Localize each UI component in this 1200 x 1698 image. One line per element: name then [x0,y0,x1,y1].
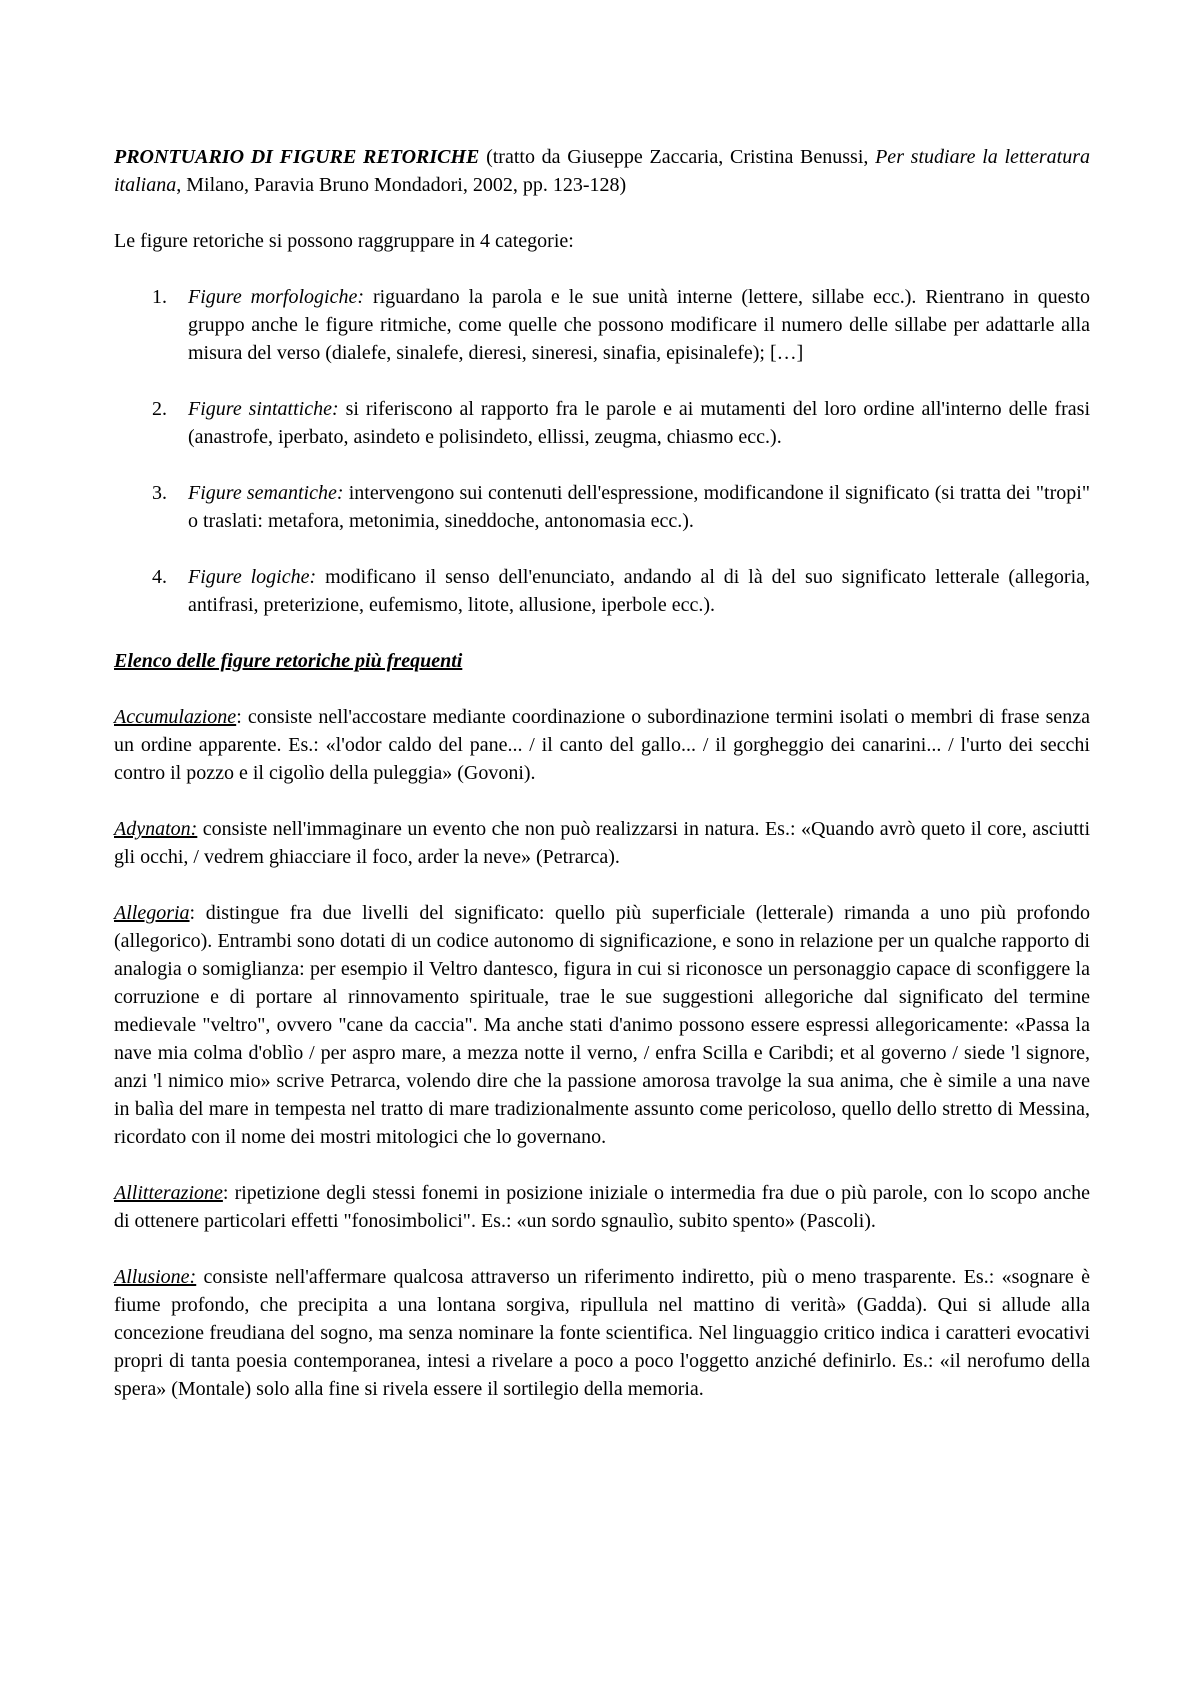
category-number: 1. [152,286,167,308]
category-number: 2. [152,398,167,420]
category-item-sintattiche [114,395,1090,451]
source-book-title: Per studiare la letteratura italiana [114,146,1091,196]
entry-term: Allegoria [114,902,190,924]
category-number: 3. [152,482,167,504]
category-text: riguardano la parola e le sue unità interne (lettere, sillabe ecc.). Rientrano in questo gruppo anche le figure ritmiche, come quelle che possono modificare il numero delle sillabe per adattarle alla misura del verso (dialefe, sinalefe, dieresi, sineresi, sinafia, episinalefe); […] [188,286,1090,364]
entry-term: Accumulazione [114,706,237,728]
entry-allitterazione [114,1179,1090,1235]
intro-paragraph: Le figure retoriche si possono raggruppare in 4 categorie: [114,230,574,252]
category-name: Figure sintattiche: [188,398,339,420]
entry-text: consiste nell'affermare qualcosa attraverso un riferimento indiretto, più o meno trasparente. Es.: «sognare è fiume profondo, che precipita a una lontana sorgiva, ripullula nel mattino di verità» (Gadda). Qui si allude alla concezione freudiana del sogno, ma senza nominare la fonte scientifica. Nel linguaggio critico indica i caratteri evocativi propri di tanta poesia contemporanea, intesi a rivelare a poco a poco l'oggetto anziché definirlo. Es.: «il nerofumo della spera» (Montale) solo alla fine si rivela essere il sortilegio della memoria. [114,1266,1090,1400]
source-citation-post: , Milano, Paravia Bruno Mondadori, 2002, pp. 123-128) [176,174,627,196]
entry-allusione [114,1263,1090,1403]
category-name: Figure semantiche: [188,482,344,504]
categories-list [114,283,1090,619]
document-title: PRONTUARIO DI FIGURE RETORICHE [114,146,480,168]
category-item-logiche [114,563,1090,619]
section-title: Elenco delle figure retoriche più frequenti [114,650,463,672]
entry-term: Allitterazione [114,1182,223,1204]
entry-allegoria [114,899,1090,1151]
document-header [114,143,1090,199]
entry-text: : consiste nell'accostare mediante coordinazione o subordinazione termini isolati o membri di frase senza un ordine apparente. Es.: «l'odor caldo del pane... / il canto del gallo... / il gorgheggio dei canarini... / l'urto dei secchi contro il pozzo e il cigolìo della puleggia» (Govoni). [114,706,1090,784]
source-citation-pre: (tratto da Giuseppe Zaccaria, Cristina Benussi, [479,146,876,168]
entry-term: Allusione: [114,1266,197,1288]
category-item-morfologiche [114,283,1090,367]
entry-text: consiste nell'immaginare un evento che non può realizzarsi in natura. Es.: «Quando avrò queto il core, asciutti gli occhi, / vedrem ghiacciare il foco, arder la neve» (Petrarca). [114,818,1090,868]
entry-text: : distingue fra due livelli del significato: quello più superficiale (letterale) rimanda a uno più profondo (allegorico). Entrambi sono dotati di un codice autonomo di significazione, e sono in relazione per un qualche rapporto di analogia o somiglianza: per esempio il Veltro dantesco, figura in cui si riconosce un personaggio capace di sconfiggere la corruzione e di portare al rinnovamento spirituale, trae le sue suggestioni allegoriche dal significato del termine medievale "veltro", ovvero "cane da caccia". Ma anche stati d'animo possono essere espressi allegoricamente: «Passa la nave mia colma d'oblìo / per aspro mare, a mezza notte il verno, / enfra Scilla e Caribdi; et al governo / siede 'l signore, anzi 'l nimico mio» scrive Petrarca, volendo dire che la passione amorosa travolge la sua anima, che è simile a una nave in balìa del mare in tempesta nel tratto di mare tradizionalmente assunto come pericoloso, quello dello stretto di Messina, ricordato con il nome dei mostri mitologici che lo governano. [114,902,1090,1148]
entry-term: Adynaton: [114,818,198,840]
category-text: modificano il senso dell'enunciato, andando al di là del suo significato letterale (allegoria, antifrasi, preterizione, eufemismo, litote, allusione, iperbole ecc.). [188,566,1091,616]
entry-text: : ripetizione degli stessi fonemi in posizione iniziale o intermedia fra due o più parole, con lo scopo anche di ottenere particolari effetti "fonosimbolici". Es.: «un sordo sgnaulìo, subito spento» (Pascoli). [114,1182,1090,1232]
entry-adynaton [114,815,1090,871]
category-text: intervengono sui contenuti dell'espressione, modificandone il significato (si tratta dei "tropi" o traslati: metafora, metonimia, sineddoche, antonomasia ecc.). [188,482,1090,532]
category-name: Figure logiche: [188,566,317,588]
category-item-semantiche [114,479,1090,535]
category-text: si riferiscono al rapporto fra le parole e ai mutamenti del loro ordine all'interno delle frasi (anastrofe, iperbato, asindeto e polisindeto, ellissi, zeugma, chiasmo ecc.). [188,398,1091,448]
category-name: Figure morfologiche: [188,286,364,308]
category-number: 4. [152,566,167,588]
entry-accumulazione [114,703,1090,787]
